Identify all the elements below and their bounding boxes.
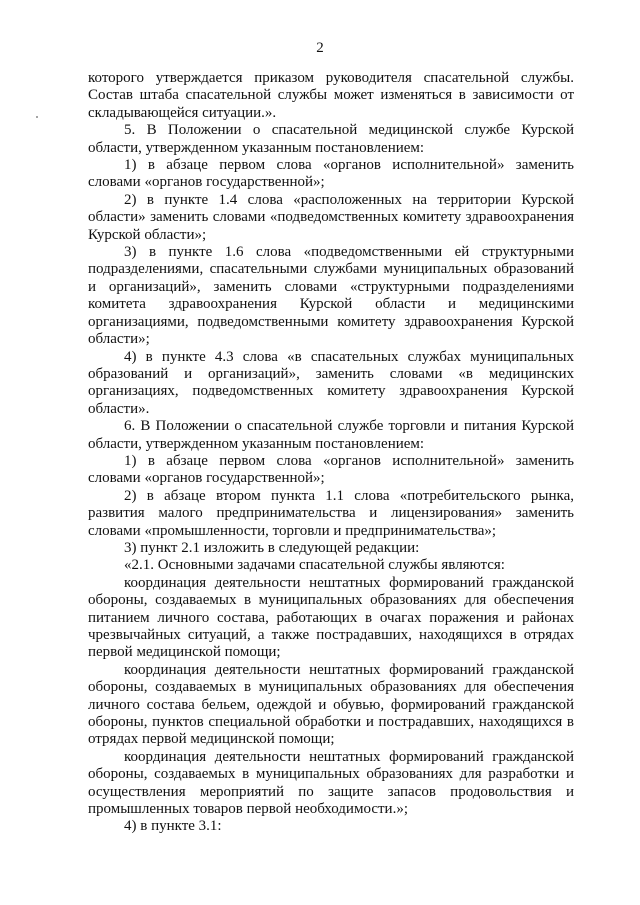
paragraph-item-5: 5. В Положении о спасательной медицинской службе Курской области, утвержденном указанным постановлением:	[88, 122, 574, 156]
paragraph-6-sub-1: 1) в абзаце первом слова «органов исполнительной» заменить словами «органов государственной»;	[88, 452, 574, 487]
paragraph-item-6: 6. В Положении о спасательной службе торговли и питания Курской области, утвержденном указанным постановлением:	[88, 418, 574, 452]
paragraph-5-sub-4: 4) в пункте 4.3 слова «в спасательных службах муниципальных образований и организаций», заменить словами «в медицинских организациях, подведомственных комитету здравоохранения Курской области».	[88, 348, 574, 417]
paragraph-6-sub-4: 4) в пункте 3.1:	[124, 818, 222, 835]
page-number: 2	[316, 40, 324, 56]
paragraph-task-1: координация деятельности нештатных формирований гражданской обороны, создаваемых в муниципальных образованиях для обеспечения питанием личного состава, работающих в очагах поражения и районах чрезвычайных ситуаций, а также пострадавших, находящихся в отрядах первой медицинской помощи;	[88, 574, 574, 661]
paragraph-continuation: которого утверждается приказом руководителя спасательной службы. Состав штаба спасательной службы может изменяться в зависимости от складывающейся ситуации.».	[88, 70, 574, 121]
paragraph-5-sub-3: 3) в пункте 1.6 слова «подведомственными ей структурными подразделениями, спасательными службами муниципальных образований и организаций», заменить словами «структурными подразделениями комитета здравоохранения Курской области и медицинскими организациями, подведомственными комитету здравоохранения Курской области»;	[88, 244, 574, 348]
paragraph-2-1-heading: «2.1. Основными задачами спасательной службы являются:	[124, 557, 505, 574]
document-body	[88, 70, 574, 836]
paragraph-5-sub-1: 1) в абзаце первом слова «органов исполнительной» заменить словами «органов государственной»;	[88, 157, 574, 191]
paragraph-task-2: координация деятельности нештатных формирований гражданской обороны, создаваемых в муниципальных образованиях для обеспечения личного состава бельем, одеждой и обувью, формирований гражданской обороны, пунктов специальной обработки и пострадавших, находящихся в отрядах первой медицинской помощи;	[88, 661, 574, 748]
paragraph-6-sub-2: 2) в абзаце втором пункта 1.1 слова «потребительского рынка, развития малого предпринимательства и лицензирования» заменить словами «промышленности, торговли и предпринимательства»;	[88, 487, 574, 539]
paragraph-5-sub-2: 2) в пункте 1.4 слова «расположенных на территории Курской области» заменить словами «подведомственных комитету здравоохранения Курской области»;	[88, 191, 574, 243]
paragraph-6-sub-3: 3) пункт 2.1 изложить в следующей редакции:	[124, 539, 420, 556]
scan-speck	[36, 116, 38, 118]
paragraph-task-3: координация деятельности нештатных формирований гражданской обороны, создаваемых в муниципальных образованиях для разработки и осуществления мероприятий по защите запасов продовольствия и промышленных товаров первой необходимости.»;	[88, 748, 574, 818]
